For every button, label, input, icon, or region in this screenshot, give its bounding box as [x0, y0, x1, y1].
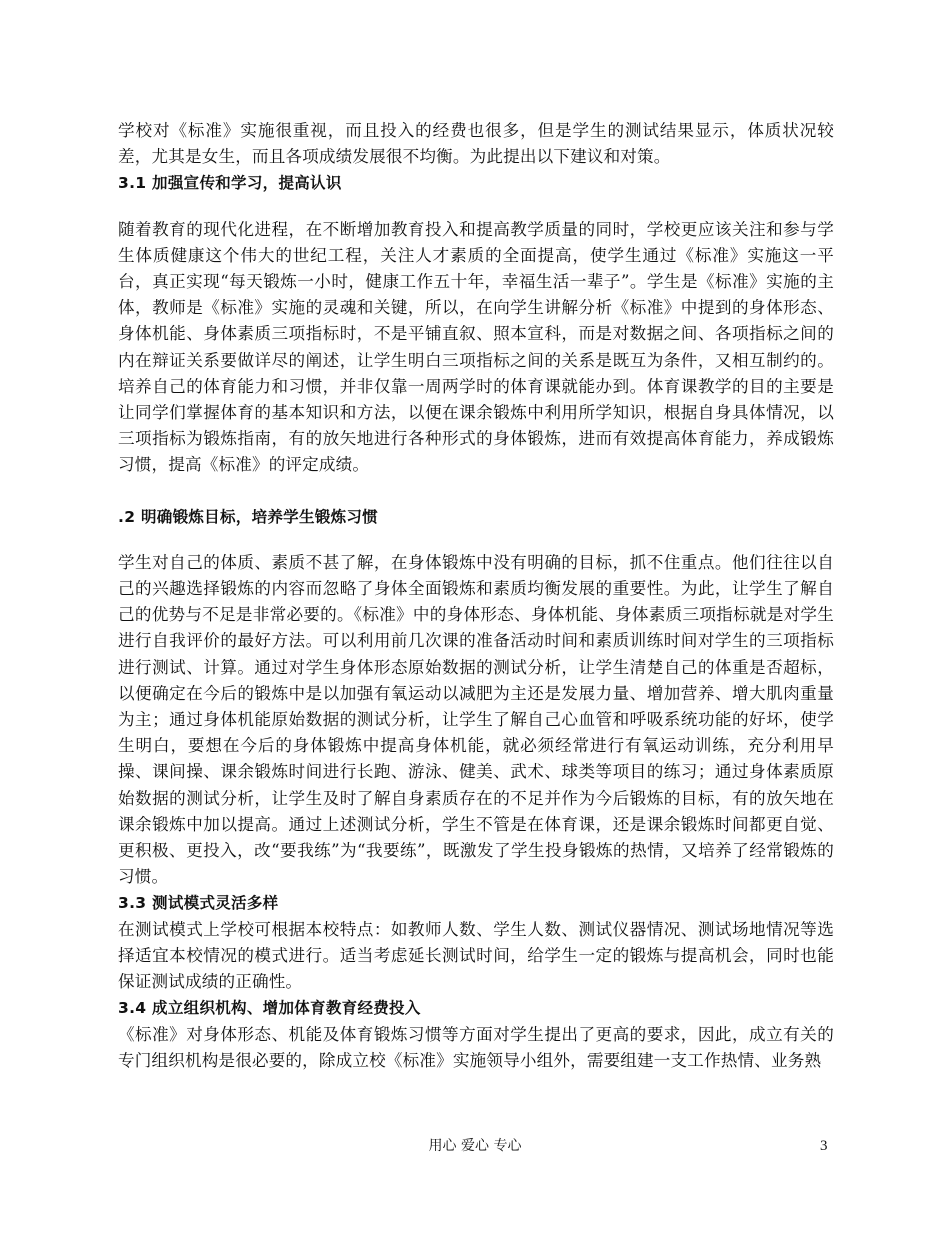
section-3-2-heading: .2 明确锻炼目标，培养学生锻炼习惯	[118, 507, 378, 526]
intro-paragraph: 学校对《标准》实施很重视，而且投入的经费也很多，但是学生的测试结果显示，体质状况较差，尤其是女生，而且各项成绩发展很不均衡。为此提出以下建议和对策。	[118, 121, 834, 167]
spacer	[118, 530, 834, 550]
section-3-2-body: 学生对自己的体质、素质不甚了解，在身体锻炼中没有明确的目标，抓不住重点。他们往往以自己的兴趣选择锻炼的内容而忽略了身体全面锻炼和素质均衡发展的重要性。为此，让学生了解自己的优势与不足是非常必要的。《标准》中的身体形态、身体机能、身体素质三项指标就是对学生进行自我评价的最好方法。可以利用前几次课的准备活动时间和素质训练时间对学生的三项指标进行测试、计算。通过对学生身体形态原始数据的测试分析，让学生清楚自己的体重是否超标，以便确定在今后的锻炼中是以加强有氧运动以减肥为主还是发展力量、增加营养、增大肌肉重量为主；通过身体机能原始数据的测试分析，让学生了解自己心血管和呼吸系统功能的好坏，使学生明白，要想在今后的身体锻炼中提高身体机能，就必须经常进行有氧运动训练，充分利用早操、课间操、课余锻炼时间进行长跑、游泳、健美、武术、球类等项目的练习；通过身体素质原始数据的测试分析，让学生及时了解自身素质存在的不足并作为今后锻炼的目标，有的放矢地在课余锻炼中加以提高。通过上述测试分析，学生不管是在体育课，还是课余锻炼时间都更自觉、更积极、更投入，改“要我练”为“我要练”，既激发了学生投身锻炼的热情，又培养了经常锻炼的习惯。	[118, 552, 834, 887]
page-footer-motto: 用心 爱心 专心	[428, 1138, 522, 1154]
section-3-3-body: 在测试模式上学校可根据本校特点：如教师人数、学生人数、测试仪器情况、测试场地情况等选择适宜本校情况的模式进行。适当考虑延长测试时间，给学生一定的锻炼与提高机会，同时也能保证测试成绩的正确性。	[118, 919, 834, 992]
spacer	[118, 479, 834, 504]
section-3-4-body: 《标准》对身体形态、机能及体育锻炼习惯等方面对学生提出了更高的要求，因此，成立有关的专门组织机构是很必要的，除成立校《标准》实施领导小组外，需要组建一支工作热情、业务熟	[118, 1024, 834, 1070]
section-3-1-body: 随着教育的现代化进程，在不断增加教育投入和提高教学质量的同时，学校更应该关注和参与学生体质健康这个伟大的世纪工程，关注人才素质的全面提高，使学生通过《标准》实施这一平台，真正实现“每天锻炼一小时，健康工作五十年，幸福生活一辈子”。学生是《标准》实施的主体，教师是《标准》实施的灵魂和关键，所以，在向学生讲解分析《标准》中提到的身体形态、身体机能、身体素质三项指标时，不是平铺直叙、照本宣科，而是对数据之间、各项指标之间的内在辩证关系要做详尽的阐述，让学生明白三项指标之间的关系是既互为条件，又相互制约的。培养自己的体育能力和习惯，并非仅靠一周两学时的体育课就能办到。体育课教学的目的主要是让同学们掌握体育的基本知识和方法，以便在课余锻炼中利用所学知识，根据自身具体情况，以三项指标为锻炼指南，有的放矢地进行各种形式的身体锻炼，进而有效提高体育能力，养成锻炼习惯，提高《标准》的评定成绩。	[118, 219, 834, 475]
page-number: 3	[820, 1138, 828, 1154]
spacer	[118, 197, 834, 217]
section-3-1-heading: 3.1 加强宣传和学习，提高认识	[118, 174, 342, 193]
section-3-3-heading: 3.3 测试模式灵活多样	[118, 894, 279, 913]
document-body	[118, 118, 834, 1074]
section-3-4-heading: 3.4 成立组织机构、增加体育教育经费投入	[118, 999, 421, 1018]
